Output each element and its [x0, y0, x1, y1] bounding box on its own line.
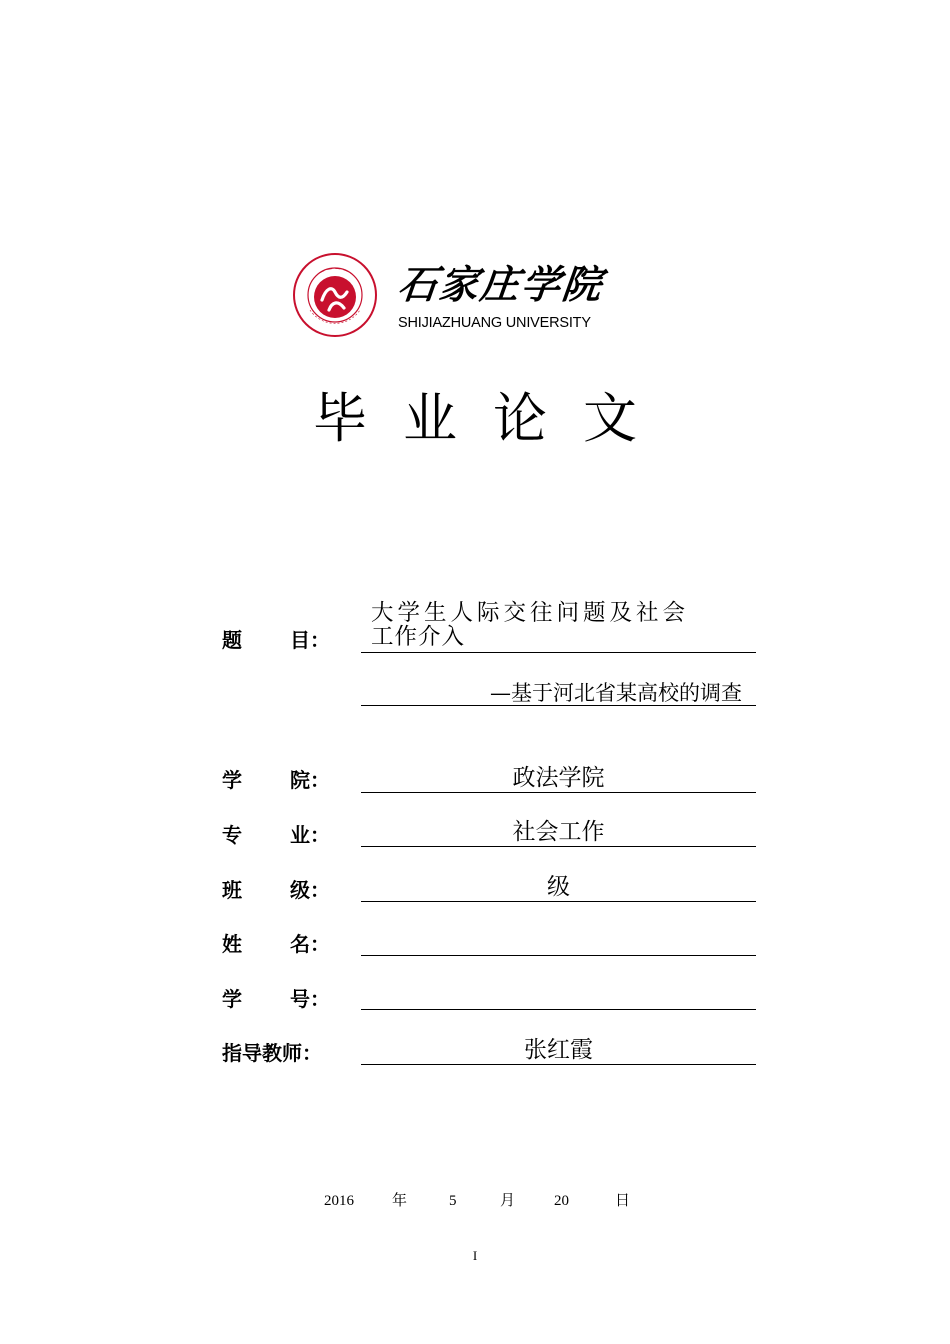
- topic-label-char: 目：: [290, 628, 330, 652]
- date-month: 5: [449, 1193, 457, 1209]
- university-seal-icon: [292, 252, 378, 338]
- name-label-char: 姓: [222, 932, 242, 956]
- major-label-char: 业：: [290, 823, 330, 847]
- name-label: [222, 930, 332, 958]
- class-field: 级: [361, 873, 756, 902]
- date-month-unit: 月: [500, 1193, 516, 1209]
- date-day-unit: 日: [615, 1193, 631, 1209]
- college-label: [222, 766, 332, 794]
- advisor-label-text: 指导教师：: [222, 1041, 322, 1065]
- student-id-label-char: 学: [222, 987, 242, 1011]
- topic-label: [222, 626, 332, 654]
- page-number: I: [472, 1248, 478, 1263]
- class-label-char: 班: [222, 878, 242, 902]
- college-field: 政法学院: [361, 764, 756, 793]
- major-label: [222, 821, 332, 849]
- advisor-field: 张红霞: [361, 1036, 756, 1065]
- university-name-english: SHIJIAZHUANG UNIVERSITY: [398, 315, 591, 331]
- topic-field: [361, 600, 756, 653]
- date-year: 2016: [324, 1193, 354, 1209]
- student-id-field: [361, 981, 756, 1010]
- university-name-chinese: 石家庄学院: [395, 263, 606, 308]
- college-label-char: 院：: [290, 768, 330, 792]
- university-logo: [292, 252, 634, 338]
- major-field: 社会工作: [361, 818, 756, 847]
- document-title: 毕业论文: [313, 387, 673, 450]
- name-field: [361, 927, 756, 956]
- class-label: [222, 876, 332, 904]
- date-day: 20: [554, 1193, 569, 1209]
- college-label-char: 学: [222, 768, 242, 792]
- topic-subtitle: —基于河北省某高校的调查: [361, 680, 756, 706]
- topic-line-2: 工作介入: [371, 624, 466, 650]
- topic-label-char: 题: [222, 628, 242, 652]
- student-id-label: [222, 985, 332, 1013]
- student-id-label-char: 号：: [290, 987, 330, 1011]
- class-label-char: 级：: [290, 878, 330, 902]
- major-label-char: 专: [222, 823, 242, 847]
- date-year-unit: 年: [392, 1193, 408, 1209]
- topic-line-1: 大学生人际交往问题及社会: [371, 600, 690, 626]
- name-label-char: 名：: [290, 932, 330, 956]
- advisor-label: [222, 1039, 332, 1067]
